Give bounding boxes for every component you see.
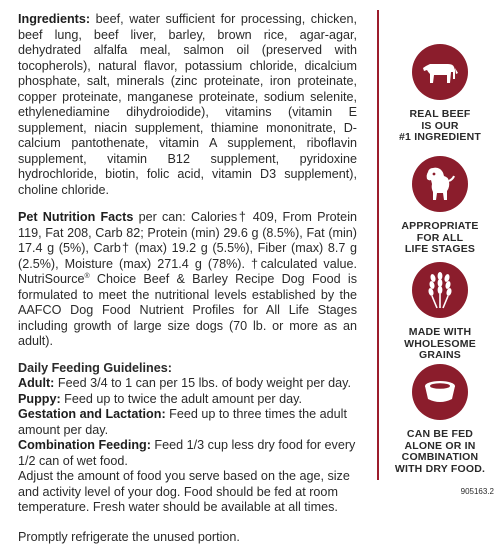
claim-fed-alone-or-combination: [380, 364, 500, 475]
feeding-gestation-label: Gestation and Lactation:: [18, 407, 166, 421]
feeding-combination-text: Feed 1/3 cup less dry food for every 1/2 can of wet food.: [18, 438, 355, 468]
wheat-icon: [412, 262, 468, 318]
feeding-gestation: [18, 407, 357, 438]
claim-real-beef-text: REAL BEEF IS OUR #1 INGREDIENT: [380, 109, 500, 144]
feeding-puppy: [18, 392, 357, 408]
claim-wholesome-grains-text: MADE WITH WHOLESOME GRAINS: [380, 327, 500, 362]
claim-all-life-stages-text: APPROPRIATE FOR ALL LIFE STAGES: [380, 221, 500, 256]
claim-fed-alone-or-combination-text: CAN BE FED ALONE OR IN COMBINATION WITH DRY FOOD.: [380, 429, 500, 475]
feeding-combination: [18, 438, 357, 469]
vertical-divider: [377, 10, 379, 480]
aafco-statement: Choice Beef & Barley Recipe Dog Food is formulated to meet the nutritional levels established by the AAFCO Dog Food Nutrient Profiles for All Life Stages including growth of large size dogs (70 lb. or more as an adult).: [18, 272, 357, 348]
nutrition-facts-title: Pet Nutrition Facts: [18, 210, 133, 224]
cow-icon: [412, 44, 468, 100]
feeding-adult: [18, 376, 357, 392]
feeding-puppy-text: Feed up to twice the adult amount per day.: [61, 392, 302, 406]
feeding-combination-label: Combination Feeding:: [18, 438, 151, 452]
nutrition-facts-section: [18, 210, 357, 350]
feeding-gestation-text: Feed up to three times the adult amount per day.: [18, 407, 347, 437]
nutrition-facts-text: per can: Calories† 409, From Protein 119, Fat 208, Carb 82; Protein (min) 29.6 g (8.5%), Fat (min) 17.4 g (5%), Carb† (max) 19.2 g (5.5%), Fiber (max) 8.7 g (2.5%), Moisture (max) 271.4 g (78%). †calculated value. NutriSource: [18, 210, 357, 286]
ingredients-title: Ingredients:: [18, 12, 90, 26]
ingredients-list: beef, water sufficient for processing, chicken, beef lung, beef liver, barley, brown rice, agar-agar, dehydrated alfalfa meal, salmon oil (preserved with tocopherols), natural flavor, potassium chloride, dicalcium phosphate, salt, minerals (zinc proteinate, iron proteinate, copper proteinate, manganese proteinate, sodium selenite, ethylenediamine dihydroiodide), vitamins (vitamin E supplement, niacin supplement, thiamine mononitrate, D-calcium pantothenate, vitamin A supplement, riboflavin supplement, vitamin B12 supplement, pyridoxine hydrochloride, biotin, folic acid, vitamin D3 supplement), choline chloride.: [18, 12, 357, 197]
registered-mark: ®: [85, 273, 90, 280]
feeding-adult-label: Adult:: [18, 376, 54, 390]
claims-column: [380, 0, 500, 500]
dog-bowl-icon: [412, 364, 468, 420]
label-text-column: [18, 12, 357, 545]
feeding-adult-text: Feed 3/4 to 1 can per 15 lbs. of body weight per day.: [54, 376, 351, 390]
claim-real-beef: [380, 44, 500, 144]
feeding-note: Adjust the amount of food you serve based on the age, size and activity level of your dog. Food should be fed at room temperature. Fresh water should be available at all times.: [18, 469, 357, 516]
ingredients-section: [18, 12, 357, 198]
product-code: 905163.2: [461, 487, 494, 496]
feeding-puppy-label: Puppy:: [18, 392, 61, 406]
claim-wholesome-grains: [380, 262, 500, 362]
claim-all-life-stages: [380, 156, 500, 256]
refrigerate-note: Promptly refrigerate the unused portion.: [18, 530, 357, 545]
feeding-guidelines-title: Daily Feeding Guidelines:: [18, 361, 357, 377]
puppy-icon: [412, 156, 468, 212]
feeding-guidelines-section: [18, 361, 357, 516]
